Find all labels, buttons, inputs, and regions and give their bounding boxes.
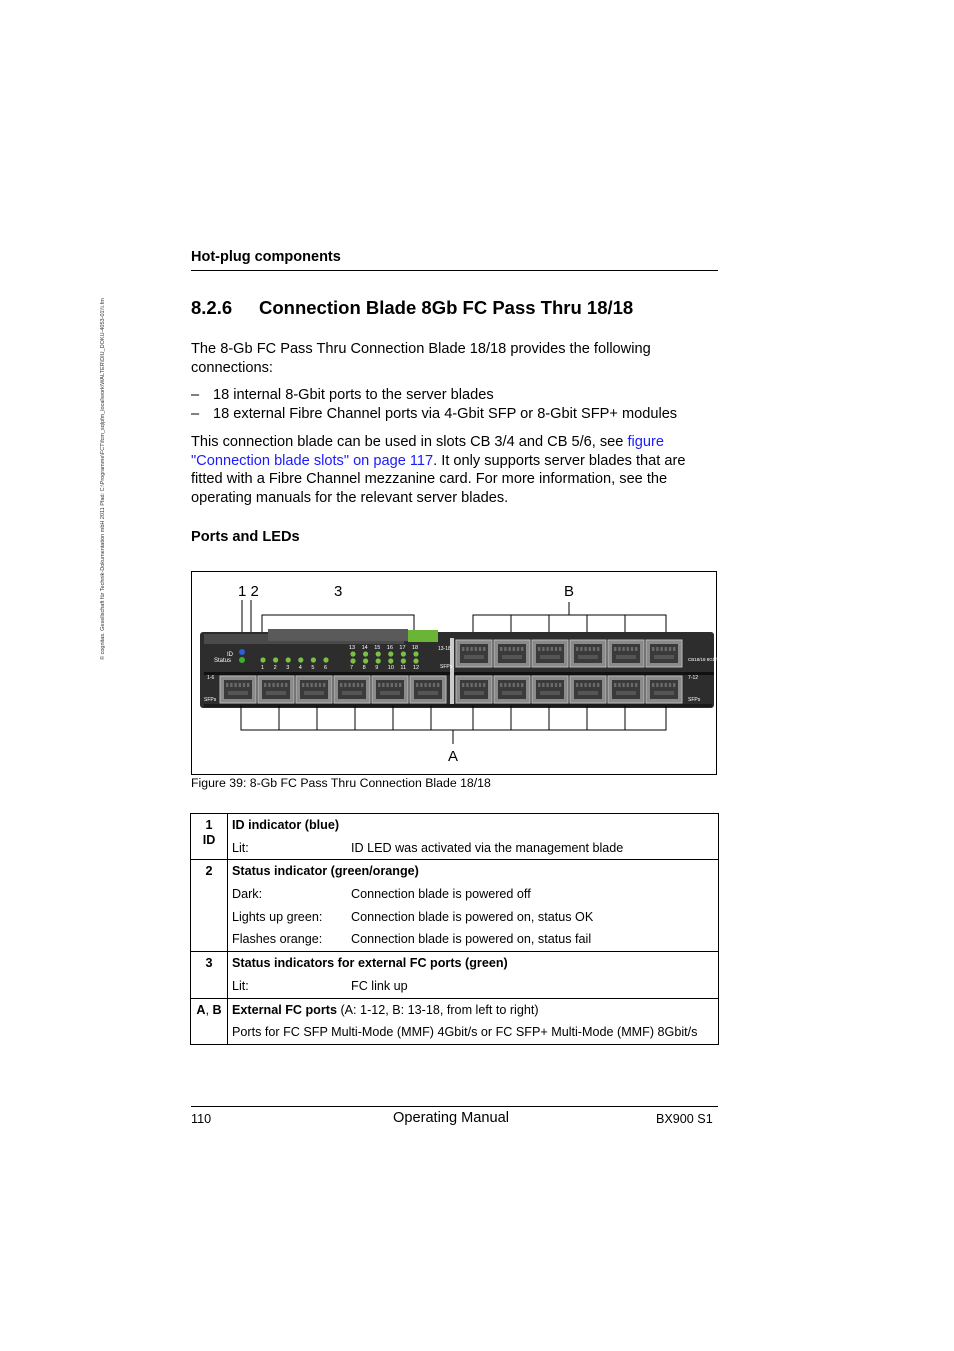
sfp-port (258, 676, 294, 703)
subheading-ports-leds: Ports and LEDs (191, 529, 300, 545)
id-led (239, 649, 245, 655)
bullet-dash: – (191, 387, 200, 403)
legend-title-rest: (A: 1-12, B: 13-18, from left to right) (336, 1002, 539, 1017)
port-led (260, 657, 265, 662)
sfp-port (608, 640, 644, 667)
sfp-port (608, 676, 644, 703)
sfp-port (570, 676, 606, 703)
port-led (363, 651, 368, 656)
sfp-port (220, 676, 256, 703)
legend-key-number: 2 (205, 864, 213, 879)
footer-model: BX900 S1 (656, 1112, 713, 1126)
sfp-port (494, 640, 530, 667)
legend-row-3 (191, 952, 719, 998)
sfp-port (570, 640, 606, 667)
legend-row-4 (191, 998, 719, 1044)
port-led-number: 11 (400, 665, 407, 671)
legend-line (228, 928, 718, 951)
callout-b: B (564, 583, 575, 600)
side-note: © cognitas. Gesellschaft für Technik-Dokumentation mbH 2011 Pfad: C:\Programme\FCT\fcm_sqlpfm_local\work\WALTER\DIU_DOKU-4053-01\\\.fm (100, 298, 106, 660)
legend-text: Connection blade is powered on, status fail (351, 932, 592, 947)
legend-label: Lit: (232, 840, 249, 855)
legend-key-sep: , (205, 1002, 213, 1017)
sfp-port (456, 676, 492, 703)
port-led-number: 1 (261, 665, 265, 671)
port-led (401, 651, 406, 656)
sfp-port (646, 640, 682, 667)
figure-caption: Figure 39: 8-Gb FC Pass Thru Connection Blade 18/18 (191, 776, 491, 790)
bullet-dash: – (191, 406, 200, 422)
legend-key-a: A (196, 1002, 206, 1017)
legend-key-b: B (212, 1002, 222, 1017)
legend-content (228, 860, 719, 952)
legend-line: Ports for FC SFP Multi-Mode (MMF) 4Gbit/s or FC SFP+ Multi-Mode (MMF) 8Gbit/s (232, 1025, 698, 1040)
legend-content (228, 998, 719, 1044)
port-led-number: 3 (286, 665, 290, 671)
port-led (363, 658, 368, 663)
bullet-item (191, 405, 677, 424)
legend-label: Lit: (232, 978, 249, 993)
port-led-number: 16 (386, 645, 393, 651)
port-led (413, 658, 418, 663)
legend-row-1 (191, 814, 719, 860)
legend-key-code: ID (202, 833, 216, 847)
legend-line (228, 975, 718, 998)
figure-link[interactable]: figure "Connection blade slots" on page 117 (191, 434, 664, 469)
header-rule (191, 270, 718, 271)
callout-1-2: 1 2 (238, 583, 259, 600)
sfp-port (334, 676, 370, 703)
legend-table (190, 813, 719, 1045)
legend-key-number: 1 (205, 818, 213, 832)
legend-row-2 (191, 860, 719, 952)
usage-paragraph (191, 433, 718, 507)
callout-3: 3 (334, 583, 343, 600)
label-ports-7-12: 7-12 (688, 675, 699, 681)
port-led (413, 651, 418, 656)
bottom-leader-lines (241, 706, 666, 744)
callout-a: A (448, 748, 459, 765)
sfp-port (494, 676, 530, 703)
legend-title: Status indicators for external FC ports (green) (232, 956, 508, 971)
port-led (323, 657, 328, 662)
legend-key (191, 952, 228, 998)
status-led-label: Status (214, 658, 232, 664)
status-led (239, 657, 245, 663)
port-led (273, 657, 278, 662)
port-led-number: 4 (298, 665, 302, 671)
port-led-number: 8 (362, 665, 366, 671)
intro-paragraph: The 8-Gb FC Pass Thru Connection Blade 18/18 provides the following connections: (191, 341, 651, 376)
sfp-port (410, 676, 446, 703)
port-led-number: 6 (324, 665, 328, 671)
port-led-number: 10 (387, 665, 394, 671)
sfp-port (372, 676, 408, 703)
legend-title: Status indicator (green/orange) (232, 864, 419, 879)
port-led-number: 18 (412, 645, 419, 651)
page-number: 110 (191, 1112, 212, 1126)
port-led (376, 658, 381, 663)
legend-title-bold: External FC ports (232, 1002, 337, 1017)
legend-line (228, 906, 718, 929)
port-led-number: 15 (374, 645, 381, 651)
port-led (388, 651, 393, 656)
legend-content (228, 952, 719, 998)
bullet-item (191, 386, 494, 405)
sfp-port (296, 676, 332, 703)
section-title (191, 297, 633, 319)
label-model: CB18/18 8Gb/FC (688, 657, 723, 662)
footer-rule (191, 1106, 718, 1107)
label-ports-13-18: 13-18 (438, 646, 451, 652)
usage-text-before: This connection blade can be used in slots CB 3/4 and CB 5/6, see (191, 434, 628, 450)
port-led-number: 7 (350, 665, 354, 671)
legend-title (228, 999, 718, 1022)
port-led-number: 13 (349, 645, 356, 651)
figure-frame (191, 571, 723, 775)
legend-content (228, 814, 719, 860)
label-sfps-left: SFPs (204, 697, 217, 703)
legend-key (191, 998, 228, 1044)
port-led-number: 2 (273, 665, 277, 671)
label-sfps-right: SFPs (688, 697, 701, 703)
legend-key (191, 860, 228, 952)
port-led (286, 657, 291, 662)
legend-title: ID indicator (blue) (232, 818, 340, 832)
footer-title: Operating Manual (393, 1110, 510, 1126)
label-ports-1-6: 1-6 (207, 675, 215, 681)
bullet-text: 18 internal 8-Gbit ports to the server blades (213, 387, 494, 403)
port-led-number: 12 (413, 665, 420, 671)
usage-text-after: . It only supports server blades that are fitted with a Fibre Channel mezzanine card. For more information, see the operating manuals for the relevant server blades. (191, 452, 686, 506)
port-led (298, 657, 303, 662)
label-sfps-top: SFPs (440, 664, 453, 670)
sfp-port (532, 676, 568, 703)
legend-key-number: 3 (205, 956, 213, 971)
legend-key (191, 814, 228, 860)
port-led (350, 651, 355, 656)
port-led-number: 9 (375, 665, 379, 671)
legend-key-letters (191, 1003, 227, 1018)
running-header: Hot-plug components (191, 249, 341, 265)
legend-text: Connection blade is powered off (351, 887, 531, 902)
id-led-label: ID (227, 652, 233, 658)
port-led (388, 658, 393, 663)
legend-line (228, 883, 718, 906)
legend-text: FC link up (351, 978, 408, 993)
legend-label: Lights up green: (232, 909, 323, 924)
port-led (401, 658, 406, 663)
legend-label: Flashes orange: (232, 932, 323, 947)
latch-handle (408, 630, 438, 642)
legend-text: Connection blade is powered on, status OK (351, 909, 594, 924)
section-title-text: Connection Blade 8Gb FC Pass Thru 18/18 (259, 297, 634, 318)
port-led-number: 14 (361, 645, 368, 651)
section-number: 8.2.6 (191, 297, 233, 318)
port-led-number: 17 (399, 645, 406, 651)
port-led (376, 651, 381, 656)
legend-text: ID LED was activated via the management blade (351, 840, 624, 855)
legend-label: Dark: (232, 887, 263, 902)
port-led-number: 5 (311, 665, 315, 671)
blade-illustration (192, 572, 723, 776)
sfp-port (456, 640, 492, 667)
port-led (350, 658, 355, 663)
port-led (311, 657, 316, 662)
legend-line (228, 837, 718, 860)
bullet-text: 18 external Fibre Channel ports via 4-Gbit SFP or 8-Gbit SFP+ modules (213, 406, 678, 422)
sfp-port (646, 676, 682, 703)
sfp-port (532, 640, 568, 667)
